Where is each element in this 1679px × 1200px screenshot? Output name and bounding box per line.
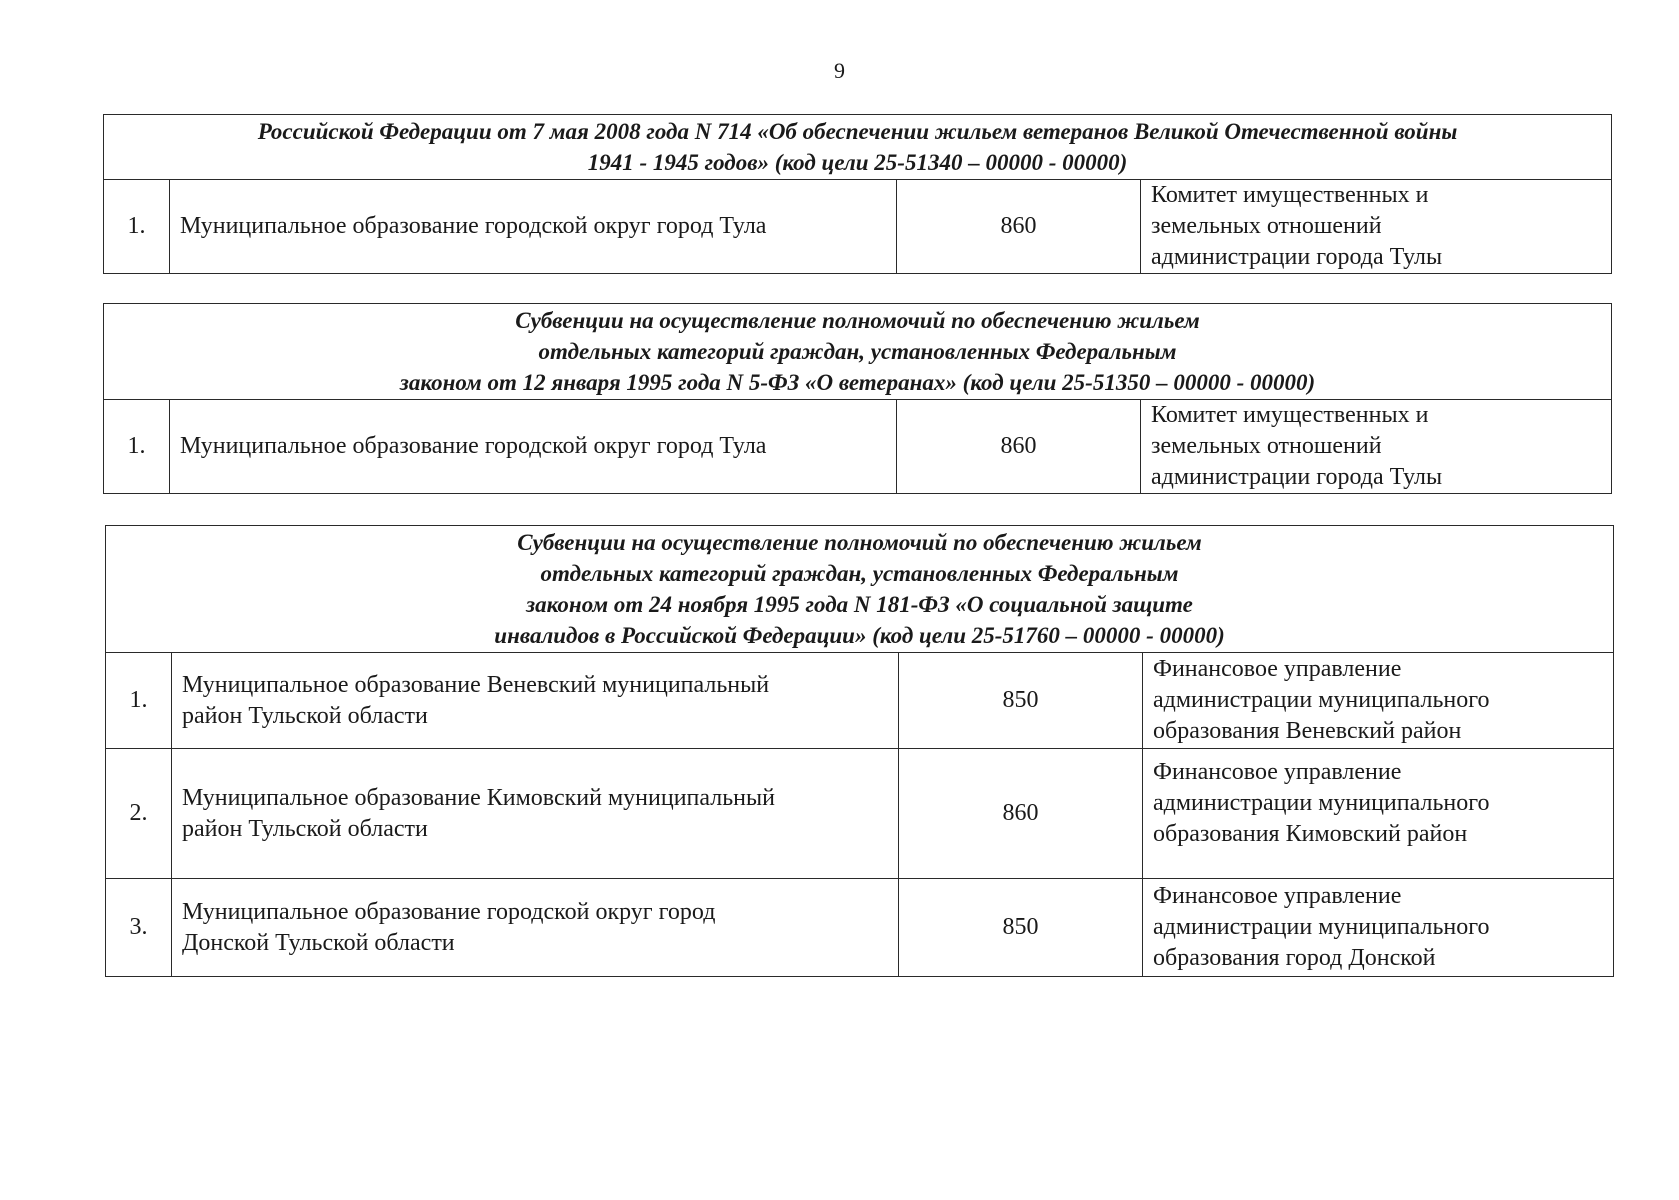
table-heading [104, 304, 1612, 400]
table-heading-row [104, 115, 1612, 180]
org-line: администрации муниципального [1153, 790, 1490, 816]
budget-code: 860 [897, 400, 1141, 494]
table-row [106, 653, 1614, 749]
heading-line: Субвенции на осуществление полномочий по обеспечению жильем [517, 530, 1202, 555]
org-line: образования город Донской [1153, 945, 1436, 971]
municipality-name [172, 749, 899, 879]
table-heading [106, 526, 1614, 653]
org-line: земельных отношений [1151, 433, 1382, 459]
table-heading [104, 115, 1612, 180]
heading-line: Субвенции на осуществление полномочий по обеспечению жильем [515, 308, 1200, 333]
org-line: администрации города Тулы [1151, 244, 1443, 270]
municipality-name [170, 400, 897, 494]
heading-line: законом от 12 января 1995 года N 5-ФЗ «О ветеранах» (код цели 25-51350 – 00000 - 00000) [399, 370, 1316, 395]
org-line: земельных отношений [1151, 213, 1382, 239]
org-line: Финансовое управление [1153, 656, 1402, 682]
row-number: 2. [106, 749, 172, 879]
org-line: администрации муниципального [1153, 914, 1490, 940]
org-line: образования Кимовский район [1153, 821, 1468, 847]
municipality-name [172, 653, 899, 749]
org-line: администрации города Тулы [1151, 464, 1443, 490]
name-line: район Тульской области [182, 815, 428, 842]
table-row [106, 749, 1614, 879]
subsidy-table-3 [105, 525, 1614, 977]
page-number: 9 [834, 58, 845, 83]
name-line: Муниципальное образование Веневский муниципальный [182, 671, 770, 698]
heading-line: инвалидов в Российской Федерации» (код цели 25-51760 – 00000 - 00000) [494, 623, 1225, 648]
administrator-org [1143, 653, 1614, 749]
row-number: 3. [106, 879, 172, 977]
administrator-org [1143, 749, 1614, 879]
name-line: Муниципальное образование городской округ город Тула [180, 433, 767, 459]
row-number: 1. [106, 653, 172, 749]
municipality-name [172, 879, 899, 977]
org-line: администрации муниципального [1153, 687, 1490, 713]
administrator-org [1141, 400, 1612, 494]
org-line: Финансовое управление [1153, 759, 1402, 785]
subsidy-table-1 [103, 114, 1612, 274]
name-line: Муниципальное образование Кимовский муниципальный [182, 784, 775, 811]
budget-code: 850 [899, 879, 1143, 977]
heading-line: законом от 24 ноября 1995 года N 181-ФЗ «О социальной защите [526, 592, 1193, 617]
table-row [106, 879, 1614, 977]
name-line: район Тульской области [182, 702, 428, 729]
table-row [104, 180, 1612, 274]
table-row [104, 400, 1612, 494]
administrator-org [1141, 180, 1612, 274]
administrator-org [1143, 879, 1614, 977]
heading-line: отдельных категорий граждан, установленных Федеральным [538, 339, 1177, 364]
org-line: Комитет имущественных и [1151, 182, 1429, 208]
heading-line: отдельных категорий граждан, установленных Федеральным [540, 561, 1179, 586]
heading-line: Российской Федерации от 7 мая 2008 года N 714 «Об обеспечении жильем ветеранов Великой Отечественной войны [257, 119, 1458, 144]
name-line: Донской Тульской области [182, 929, 455, 956]
org-line: Комитет имущественных и [1151, 402, 1429, 428]
row-number: 1. [104, 180, 170, 274]
budget-code: 860 [897, 180, 1141, 274]
budget-code: 860 [899, 749, 1143, 879]
org-line: Финансовое управление [1153, 883, 1402, 909]
budget-code: 850 [899, 653, 1143, 749]
table-heading-row [104, 304, 1612, 400]
name-line: Муниципальное образование городской округ город Тула [180, 213, 767, 239]
municipality-name [170, 180, 897, 274]
name-line: Муниципальное образование городской округ город [182, 898, 716, 925]
table-heading-row [106, 526, 1614, 653]
subsidy-table-2 [103, 303, 1612, 494]
row-number: 1. [104, 400, 170, 494]
org-line: образования Веневский район [1153, 718, 1462, 744]
heading-line: 1941 - 1945 годов» (код цели 25-51340 – 00000 - 00000) [587, 150, 1128, 175]
